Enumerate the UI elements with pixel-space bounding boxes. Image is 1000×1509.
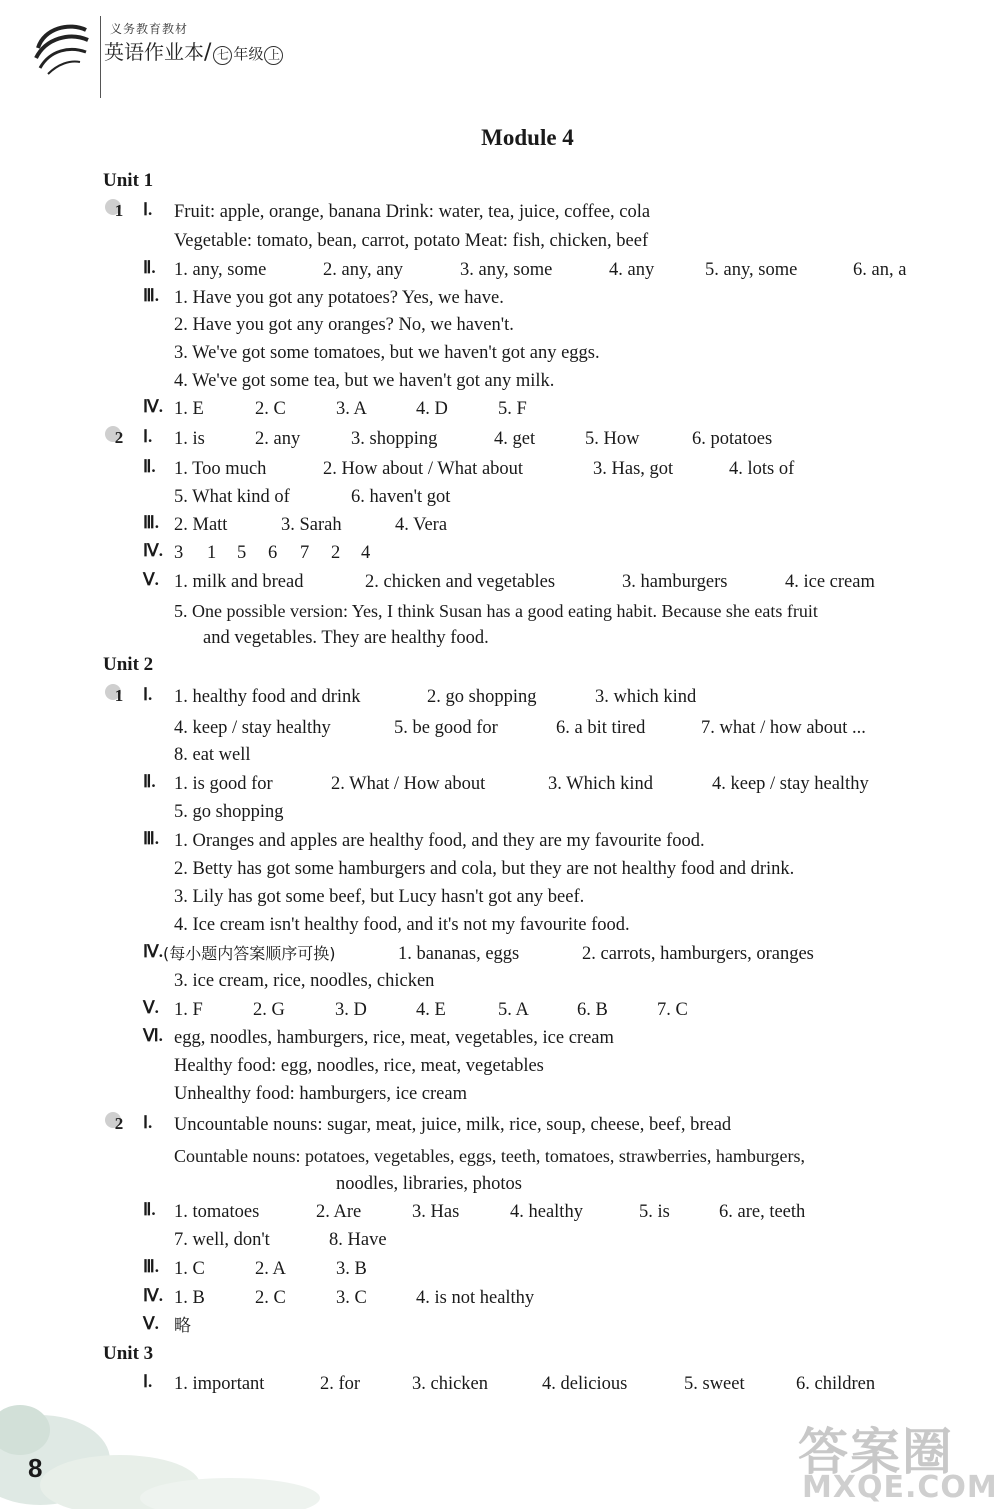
answer-item: 8. eat well bbox=[174, 745, 251, 765]
part-badge: 1 bbox=[108, 200, 130, 222]
answer-item: 4. Vera bbox=[395, 515, 448, 535]
answer-item: 1 bbox=[207, 543, 217, 563]
answer-item: 4. is not healthy bbox=[416, 1288, 535, 1308]
answer-item: 5 bbox=[237, 543, 247, 563]
answer-item: 3. Which kind bbox=[548, 774, 653, 794]
answer-line: 4. Ice cream isn't healthy food, and it's not my favourite food. bbox=[174, 915, 630, 935]
answer-item: 2. chicken and vegetables bbox=[365, 572, 556, 592]
answer-item: 1. C bbox=[174, 1259, 205, 1279]
grade-label bbox=[211, 47, 285, 63]
header-divider bbox=[100, 16, 101, 98]
answer-line: Countable nouns: potatoes, vegetables, eggs, teeth, tomatoes, strawberries, hamburgers, bbox=[174, 1146, 806, 1166]
answer-line: 3. Lily has got some beef, but Lucy hasn't got any beef. bbox=[174, 887, 585, 907]
section-label: Ⅴ. bbox=[143, 1314, 159, 1333]
answer-item: 4. ice cream bbox=[785, 572, 875, 592]
part-badge: 2 bbox=[108, 1113, 130, 1135]
answer-item: 2. carrots, hamburgers, oranges bbox=[582, 944, 814, 964]
answer-item: 2. any, any bbox=[323, 260, 403, 280]
answer-item: 3. Has, got bbox=[593, 459, 674, 479]
answer-line: egg, noodles, hamburgers, rice, meat, vegetables, ice cream bbox=[174, 1028, 614, 1048]
answer-line: 3. We've got some tomatoes, but we haven't got any eggs. bbox=[174, 343, 600, 363]
answer-item: 2. What / How about bbox=[331, 774, 486, 794]
answer-item: 5. A bbox=[498, 1000, 529, 1020]
answer-line: noodles, libraries, photos bbox=[336, 1174, 523, 1194]
grade-char: 上 bbox=[264, 46, 283, 65]
answer-line: Healthy food: egg, noodles, rice, meat, vegetables bbox=[174, 1056, 544, 1076]
section-label: Ⅴ. bbox=[143, 570, 159, 589]
section-label: Ⅱ. bbox=[143, 457, 156, 476]
part-badge: 2 bbox=[108, 427, 130, 449]
answer-item: 6. a bit tired bbox=[556, 718, 646, 738]
section-label: Ⅰ. bbox=[143, 200, 153, 219]
answer-item: 6. potatoes bbox=[692, 429, 773, 449]
section-label: Ⅱ. bbox=[143, 1200, 156, 1219]
answer-item: 4. keep / stay healthy bbox=[174, 718, 331, 738]
answer-item: 6. an, a bbox=[853, 260, 907, 280]
answer-item: 2. C bbox=[255, 399, 286, 419]
page-header bbox=[30, 14, 430, 94]
answer-item: 3 bbox=[174, 543, 184, 563]
grade-char: 级 bbox=[248, 45, 264, 63]
answer-line: 1. Oranges and apples are healthy food, and they are my favourite food. bbox=[174, 831, 705, 851]
answer-note: (每小题内答案顺序可换) bbox=[163, 944, 336, 963]
section-label: Ⅰ. bbox=[143, 1372, 153, 1391]
answer-item: 4. D bbox=[416, 399, 448, 419]
answer-item: 3. B bbox=[336, 1259, 367, 1279]
answer-item: 7. well, don't bbox=[174, 1230, 270, 1250]
answer-item: 5. any, some bbox=[705, 260, 798, 280]
answer-item: 2. C bbox=[255, 1288, 286, 1308]
answer-item: 1. B bbox=[174, 1288, 205, 1308]
answer-item: 5. go shopping bbox=[174, 802, 284, 822]
answer-item: 2 bbox=[331, 543, 341, 563]
answer-line: Uncountable nouns: sugar, meat, juice, milk, rice, soup, cheese, beef, bread bbox=[174, 1115, 732, 1135]
answer-line: 2. Betty has got some hamburgers and cola, but they are not healthy food and drink. bbox=[174, 859, 795, 879]
publisher-logo bbox=[30, 18, 92, 82]
section-label: Ⅲ. bbox=[143, 829, 159, 848]
answer-line: 5. One possible version: Yes, I think Susan has a good eating habit. Because she eats fruit bbox=[174, 601, 818, 621]
book-title: 英语作业本/ 七 年级 上 bbox=[104, 36, 285, 65]
answer-item: 3. hamburgers bbox=[622, 572, 728, 592]
answer-item: 5. What kind of bbox=[174, 487, 290, 507]
watermark bbox=[798, 1412, 998, 1507]
answer-line: Unhealthy food: hamburgers, ice cream bbox=[174, 1084, 467, 1104]
section-label: Ⅰ. bbox=[143, 1113, 153, 1132]
answer-item: 3. chicken bbox=[412, 1374, 489, 1394]
answer-item: 略 bbox=[174, 1316, 191, 1336]
answer-item: 1. healthy food and drink bbox=[174, 687, 361, 707]
answer-item: 4. E bbox=[416, 1000, 446, 1020]
answer-item: 4. lots of bbox=[729, 459, 795, 479]
section-label: Ⅳ. bbox=[143, 397, 163, 416]
answer-item: 2. A bbox=[255, 1259, 286, 1279]
answer-item: 5. is bbox=[639, 1202, 670, 1222]
part-badge: 1 bbox=[108, 685, 130, 707]
section-label: Ⅳ. bbox=[143, 1286, 163, 1305]
answer-item: 3. shopping bbox=[351, 429, 438, 449]
answer-item: 4. get bbox=[494, 429, 536, 449]
section-label: Ⅰ. bbox=[143, 427, 153, 446]
answer-item: 8. Have bbox=[329, 1230, 387, 1250]
section-label: Ⅳ. bbox=[143, 541, 163, 560]
answer-item: 1. tomatoes bbox=[174, 1202, 260, 1222]
unit-title: Unit 1 bbox=[103, 170, 154, 191]
answer-line: 1. Have you got any potatoes? Yes, we have. bbox=[174, 288, 504, 308]
section-label: Ⅱ. bbox=[143, 772, 156, 791]
answer-item: 4 bbox=[361, 543, 371, 563]
answer-line: 2. Have you got any oranges? No, we haven't. bbox=[174, 315, 514, 335]
book-title-text: 英语作业本 bbox=[104, 40, 204, 64]
answer-item: 2. How about / What about bbox=[323, 459, 524, 479]
footer-decoration bbox=[0, 1390, 320, 1509]
answer-item: 4. any bbox=[609, 260, 655, 280]
answer-item: 6. B bbox=[577, 1000, 608, 1020]
answer-line: Fruit: apple, orange, banana Drink: water, tea, juice, coffee, cola bbox=[174, 202, 651, 222]
answer-item: 5. sweet bbox=[684, 1374, 745, 1394]
answer-item: 1. is good for bbox=[174, 774, 273, 794]
watermark-url: MXQE.COM bbox=[802, 1470, 998, 1505]
answer-item: 1. important bbox=[174, 1374, 265, 1394]
answer-item: 5. How bbox=[585, 429, 640, 449]
section-label: Ⅲ. bbox=[143, 1257, 159, 1276]
answer-item: 3. which kind bbox=[595, 687, 697, 707]
answer-item: 1. Too much bbox=[174, 459, 267, 479]
answer-item: 3. D bbox=[335, 1000, 367, 1020]
answer-item: 1. milk and bread bbox=[174, 572, 304, 592]
answer-item: 3. A bbox=[336, 399, 367, 419]
answer-item: 5. be good for bbox=[394, 718, 498, 738]
answer-line: and vegetables. They are healthy food. bbox=[203, 628, 489, 648]
series-label: 义务教育教材 bbox=[110, 22, 189, 36]
answer-item: 6. are, teeth bbox=[719, 1202, 806, 1222]
answer-item: 1. bananas, eggs bbox=[398, 944, 520, 964]
section-label: Ⅴ. bbox=[143, 998, 159, 1017]
answer-item: 6. children bbox=[796, 1374, 876, 1394]
answer-item: 4. healthy bbox=[510, 1202, 583, 1222]
page-number: 8 bbox=[28, 1453, 43, 1483]
section-label: Ⅰ. bbox=[143, 685, 153, 704]
answer-item: 1. E bbox=[174, 399, 204, 419]
answer-item: 2. go shopping bbox=[427, 687, 537, 707]
answer-item: 3. any, some bbox=[460, 260, 553, 280]
answer-item: 1. any, some bbox=[174, 260, 267, 280]
answer-item: 6. haven't got bbox=[351, 487, 451, 507]
unit-title: Unit 3 bbox=[103, 1343, 154, 1364]
answer-item: 2. Matt bbox=[174, 515, 228, 535]
answer-item: 2. any bbox=[255, 429, 301, 449]
answer-item: 7 bbox=[300, 543, 310, 563]
answer-item: 3. ice cream, rice, noodles, chicken bbox=[174, 971, 435, 991]
answer-item: 3. Sarah bbox=[281, 515, 342, 535]
answer-item: 2. G bbox=[253, 1000, 285, 1020]
answer-item: 3. C bbox=[336, 1288, 367, 1308]
section-label: Ⅵ. bbox=[143, 1026, 163, 1045]
answer-item: 7. what / how about ... bbox=[701, 718, 866, 738]
answer-item: 1. is bbox=[174, 429, 205, 449]
watermark-text: 答案圈 bbox=[798, 1423, 954, 1481]
answer-item: 2. Are bbox=[316, 1202, 362, 1222]
grade-char: 年 bbox=[233, 45, 249, 63]
section-label: Ⅳ. bbox=[143, 942, 163, 961]
answer-line: 4. We've got some tea, but we haven't got any milk. bbox=[174, 371, 555, 391]
grade-char: 七 bbox=[213, 46, 232, 65]
answer-item: 7. C bbox=[657, 1000, 688, 1020]
answer-item: 5. F bbox=[498, 399, 527, 419]
answer-item: 4. keep / stay healthy bbox=[712, 774, 869, 794]
answer-item: 3. Has bbox=[412, 1202, 460, 1222]
answer-item: 4. delicious bbox=[542, 1374, 628, 1394]
module-title: Module 4 bbox=[481, 125, 574, 150]
answer-item: 1. F bbox=[174, 1000, 203, 1020]
answer-line: Vegetable: tomato, bean, carrot, potato Meat: fish, chicken, beef bbox=[174, 231, 649, 251]
section-label: Ⅲ. bbox=[143, 286, 159, 305]
unit-title: Unit 2 bbox=[103, 654, 154, 675]
answer-item: 6 bbox=[268, 543, 278, 563]
answer-item: 2. for bbox=[320, 1374, 361, 1394]
section-label: Ⅲ. bbox=[143, 513, 159, 532]
section-label: Ⅱ. bbox=[143, 258, 156, 277]
